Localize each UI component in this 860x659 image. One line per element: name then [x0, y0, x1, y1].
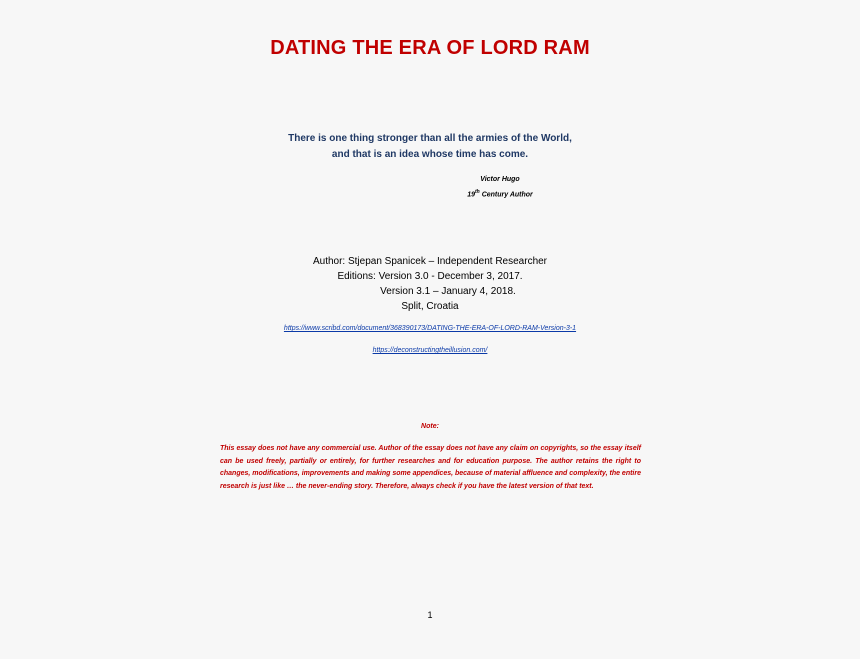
quote-line-2: and that is an idea whose time has come.: [331, 149, 529, 160]
attribution-role-text: Century Author: [479, 191, 533, 199]
version-line: Version 3.1 – January 4, 2018.: [380, 286, 516, 297]
epigraph-quote: [0, 131, 860, 163]
website-link[interactable]: https://deconstructingtheillusion.com/: [372, 347, 488, 354]
attribution-role: [440, 186, 560, 201]
page-number: 1: [427, 610, 433, 620]
author-line: Author: Stjepan Spanicek – Independent Researcher: [312, 256, 548, 267]
location-line: Split, Croatia: [401, 301, 459, 312]
editions-line: Editions: Version 3.0 - December 3, 2017.: [337, 271, 523, 282]
author-info: [0, 254, 860, 314]
attribution-name: Victor Hugo: [480, 176, 520, 183]
quote-attribution: [440, 174, 560, 201]
scribd-link[interactable]: https://www.scribd.com/document/368390173/DATING-THE-ERA-OF-LORD-RAM-Version-3-1: [283, 325, 577, 332]
note-body: This essay does not have any commercial use. Author of the essay does not have any claim on copyrights, so the essay itself can be used freely, partially or entirely, for further researches and for education purpose. The author retains the right to changes, modifications, improvements and making some appendices, because of material affluence and complexity, the entire research is just like … the never-ending story. Therefore, always check if you have the latest version of that text.: [220, 445, 641, 490]
attribution-century: 19: [467, 191, 476, 199]
quote-line-1: There is one thing stronger than all the armies of the World,: [288, 133, 572, 144]
attribution-century-suffix: th: [475, 189, 480, 195]
note-heading: Note:: [421, 423, 439, 430]
document-title: DATING THE ERA OF LORD RAM: [270, 37, 590, 59]
